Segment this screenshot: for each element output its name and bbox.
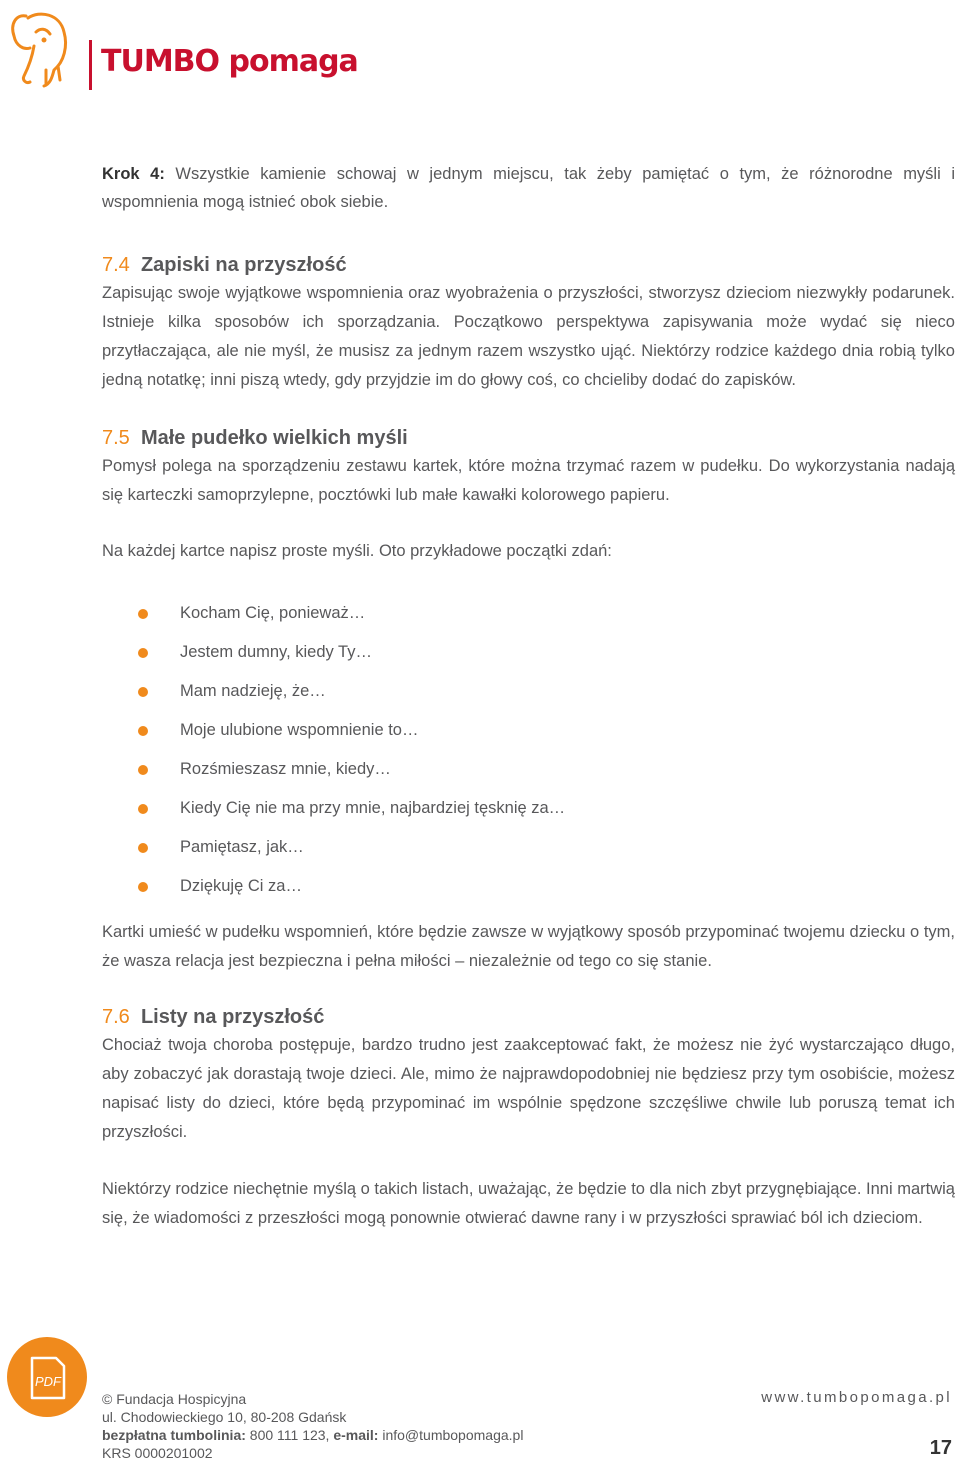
step-4-text: Wszystkie kamienie schowaj w jednym miejscu, tak żeby pamiętać o tym, że różnorodne myśli i wspomnienia mogą istnieć obok siebie. [102,165,955,211]
list-item-text: Jestem dumny, kiedy Ty… [180,643,372,661]
footer-phone-label: bezpłatna tumbolinia: [102,1427,246,1443]
list-item-text: Dziękuję Ci za… [180,877,302,895]
bullet-icon [138,726,148,736]
list-item-text: Pamiętasz, jak… [180,838,304,856]
brand-divider [89,40,92,90]
sentence-starters-list [102,602,955,914]
section-7-5-paragraph-3: Kartki umieść w pudełku wspomnień, które będzie zawsze w wyjątkowy sposób przypominać twojemu dziecku o tym, że wasza relacja jest bezpieczna i pełna miłości – niezależnie od tego co się stanie. [102,923,955,970]
section-number: 7.6 [102,1006,130,1028]
list-item-text: Mam nadzieję, że… [180,682,326,700]
bullet-icon [138,882,148,892]
bullet-icon [138,843,148,853]
section-7-6-paragraph-2: Niektórzy rodzice niechętnie myślą o takich listach, uważając, że będzie to dla nich zbyt przygnębiające. Inni martwią się, że wiadomości z przeszłości mogą ponownie otwierać dawne rany i w przyszłości sprawiać ból ich dzieciom. [102,1180,955,1227]
list-item [102,758,955,797]
list-item [102,641,955,680]
section-number: 7.4 [102,254,130,276]
section-7-6-paragraph-1: Chociaż twoja choroba postępuje, bardzo trudno jest zaakceptować fakt, że możesz nie żyć wystarczająco długo, aby zobaczyć jak dorastają twoje dzieci. Ale, mimo że najprawdopodobniej nie będziesz przy tym osobiście, możesz napisać listy do dzieci, które będą przypominać im wspólnie spędzone szczęśliwe chwile lub poruszą temat ich przyszłości. [102,1036,955,1141]
footer-address: ul. Chodowieckiego 10, 80-208 Gdańsk [102,1409,347,1425]
list-item-text: Kocham Cię, ponieważ… [180,604,366,622]
bullet-icon [138,804,148,814]
elephant-logo-icon [6,6,76,88]
bullet-icon [138,648,148,658]
list-item [102,602,955,641]
footer-phone-line [102,1426,523,1444]
footer-krs: KRS 0000201002 [102,1445,213,1461]
pdf-icon [6,1336,88,1418]
list-item-text: Moje ulubione wspomnienie to… [180,721,419,739]
step-4-paragraph [102,160,955,216]
bullet-icon [138,687,148,697]
footer-contact [102,1390,523,1462]
step-4-label: Krok 4: [102,165,165,183]
list-item-text: Rozśmieszasz mnie, kiedy… [180,760,391,778]
footer-email[interactable]: info@tumbopomaga.pl [378,1427,524,1443]
section-7-6-heading [102,1004,955,1030]
list-item [102,719,955,758]
bullet-icon [138,609,148,619]
list-item [102,680,955,719]
section-number: 7.5 [102,427,130,449]
page-content [102,160,955,1233]
footer-org: © Fundacja Hospicyjna [102,1391,247,1407]
list-item-text: Kiedy Cię nie ma przy mnie, najbardziej tęsknię za… [180,799,566,817]
section-7-5-heading [102,425,955,451]
page-number: 17 [929,1437,952,1459]
section-7-4-heading [102,252,955,278]
section-7-4-paragraph [102,279,955,395]
list-item [102,797,955,836]
paragraph-part: Zapisując swoje wyjątkowe wspomnienia oraz wyobrażenia o przyszłości, stworzysz dzieciom niezwykły podarunek. Istnieje kilka sposobów ich sporządzania. [102,284,955,331]
section-title: Małe pudełko wielkich myśli [140,427,408,449]
footer-phone: 800 111 123, [245,1427,334,1443]
footer-email-label: e-mail: [333,1427,379,1443]
paragraph-part: Początkowo perspektywa zapisywania może wydać się nieco przytłaczająca, ale nie myśl, że musisz za jednym razem wszystko ująć. Niektórzy rodzice każdego dnia robią tylko jedną notatkę; inni piszą wtedy, gdy przyjdzie im do głowy coś, co chcieliby dodać do zapisków. [102,313,955,389]
section-title: Zapiski na przyszłość [140,254,347,276]
section-7-5-paragraph-2: Na każdej kartce napisz proste myśli. Oto przykładowe początki zdań: [102,542,612,560]
pdf-label: PDF [35,1374,61,1389]
page-header [0,0,960,100]
section-7-5-paragraph-1: Pomysł polega na sporządzeniu zestawu kartek, które można trzymać razem w pudełku. Do wykorzystania nadają się karteczki samoprzylepne, pocztówki lub małe kawałki kolorowego papieru. [102,457,955,504]
list-item [102,836,955,875]
bullet-icon [138,765,148,775]
brand-name: TUMBO pomaga [101,44,358,79]
footer-url-link[interactable]: www.tumbopomaga.pl [761,1389,952,1406]
list-item [102,875,955,914]
section-title: Listy na przyszłość [140,1006,325,1028]
